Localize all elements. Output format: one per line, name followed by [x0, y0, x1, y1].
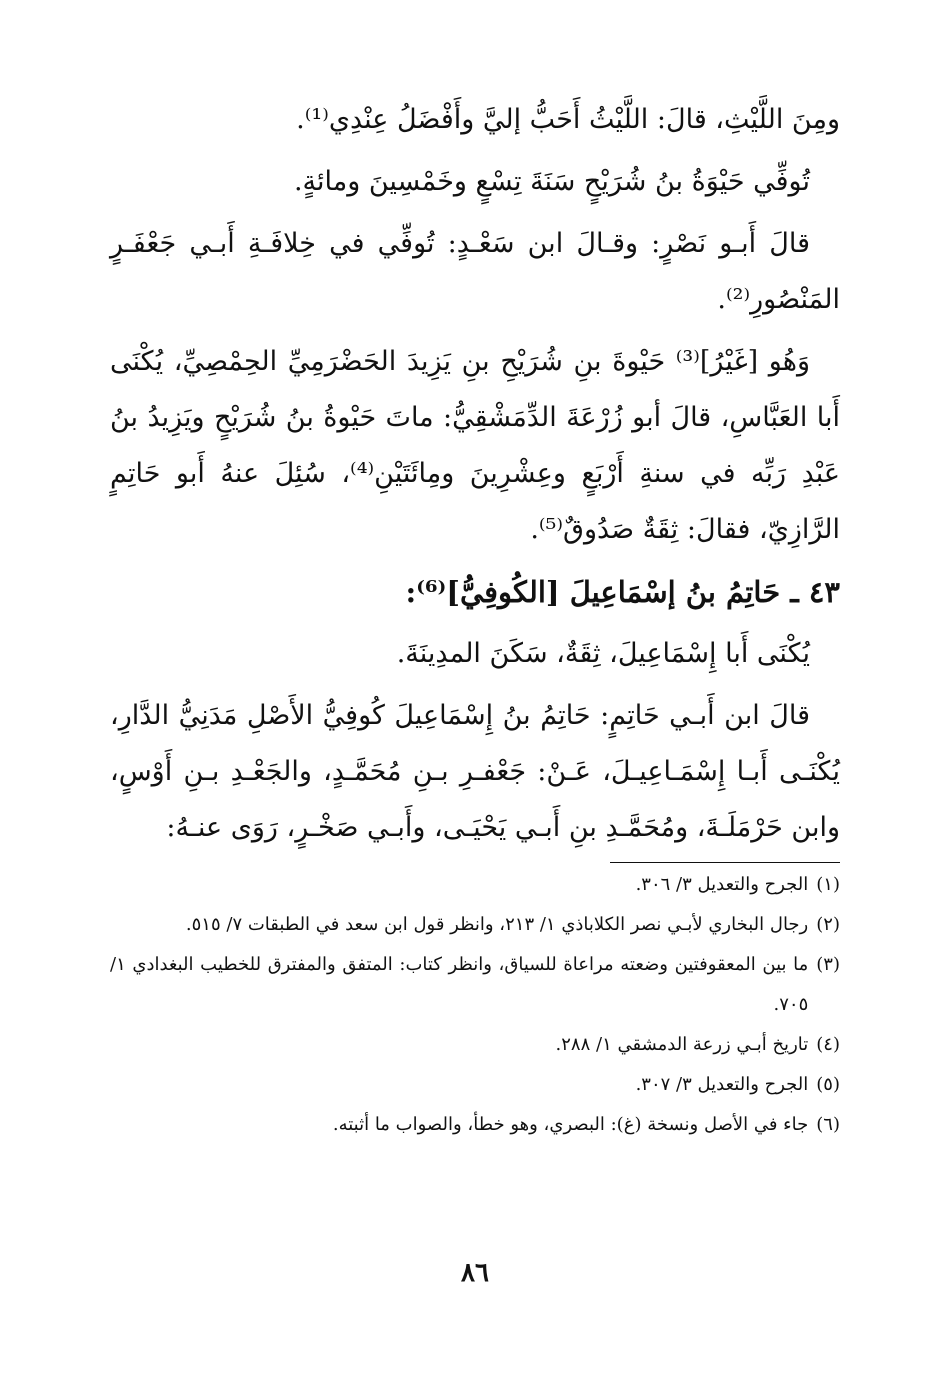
footnote-3 [110, 945, 840, 1025]
entry-heading-43: ٤٣ ـ حَاتِمُ بنُ إسْمَاعِيلَ [الكُوفِيُّ]⁽⁶⁾: [405, 575, 840, 609]
footnote-number: (٢) [816, 914, 840, 935]
paragraph-4: وَهُو [غَيْرُ]⁽³⁾ حَيْوةَ بنِ شُرَيْحِ بنِ يَزِيدَ الحَضْرَمِيِّ الحِمْصِيِّ، يُكْنَى أَبا العَبَّاسِ، قالَ أبو زُرْعَةَ الدِّمَشْقِيُّ: ماتَ حَيْوةُ بنُ شُرَيْحٍ ويَزِيدُ بنُ عَبْدِ رَبِّه في سنةِ أَرْبَعٍ وعِشْرِينَ ومِائَتَيْنِ⁽⁴⁾، سُئِلَ عنهُ أَبو حَاتِمٍ الرَّازِيّ، فقالَ: ثِقَةٌ صَدُوقٌ⁽⁵⁾. [110, 346, 840, 545]
footnote-2 [110, 905, 840, 945]
footnote-number: (٦) [816, 1114, 840, 1135]
paragraph-2: تُوفِّي حَيْوَةُ بنُ شُرَيْحٍ سَنَةَ تِسْعٍ وخَمْسِينَ ومائةٍ. [293, 166, 810, 197]
footnote-5 [110, 1065, 840, 1105]
footnote-6 [110, 1105, 840, 1145]
paragraph-1: ومِنَ اللَّيْثِ، قالَ: اللَّيْثُ أَحَبُّ إليَّ وأَفْضَلُ عِنْدِي⁽¹⁾. [296, 104, 840, 135]
footnote-4 [110, 1025, 840, 1065]
footnote-number: (٥) [816, 1074, 840, 1095]
main-text [110, 92, 840, 862]
paragraph-6: قالَ ابن أَبـي حَاتِمٍ: حَاتِمُ بنُ إِسْمَاعِيلَ كُوفِيُّ الأَصْلِ مَدَنِيُّ الدَّارِ، يُكْنَـى أَبـا إِسْمَـاعِيـلَ، عَـنْ: جَعْفـرِ بـنِ مُحَمَّـدٍ، والجَعْـدِ بـنِ أَوْسٍ، وابن حَرْمَلَـةَ، ومُحَمَّـدِ بنِ أَبـي يَحْيَـى، وأَبـي صَخْـرٍ، رَوَى عنـهُ: [110, 700, 840, 843]
footnote-1 [110, 865, 840, 905]
footnote-number: (٣) [816, 954, 840, 975]
footnote-text: الجرح والتعديل ٣/ ٣٠٦. [635, 874, 809, 895]
footnote-text: تاريخ أبـي زرعة الدمشقي ١/ ٢٨٨. [555, 1034, 809, 1055]
footnotes [110, 865, 840, 1145]
footnote-text: جاء في الأصل ونسخة (غ): البصري، وهو خطأ، والصواب ما أثبته. [332, 1114, 809, 1135]
footnote-number: (٤) [816, 1034, 840, 1055]
footnote-text: الجرح والتعديل ٣/ ٣٠٧. [635, 1074, 809, 1095]
footnote-text: ما بين المعقوفتين وضعته مراعاة للسياق، وانظر كتاب: المتفق والمفترق للخطيب البغدادي ١/ ٧٠٥. [110, 954, 809, 1015]
footnote-separator [610, 862, 840, 863]
page-number: ٨٦ [461, 1258, 489, 1288]
paragraph-5: يُكْنَى أَبا إِسْمَاعِيلَ، ثِقَةٌ، سَكَنَ المدِينَةَ. [396, 638, 810, 669]
paragraph-3: قالَ أَبـو نَصْرٍ: وقـالَ ابن سَعْـدٍ: تُوفِّي في خِلافَـةِ أَبـي جَعْفَـرٍ المَنْصُورِ⁽²⁾. [110, 228, 840, 315]
footnote-text: رجال البخاري لأبـي نصر الكلاباذي ١/ ٢١٣، وانظر قول ابن سعد في الطبقات ٧/ ٥١٥. [185, 914, 809, 935]
footnote-number: (١) [816, 874, 840, 895]
